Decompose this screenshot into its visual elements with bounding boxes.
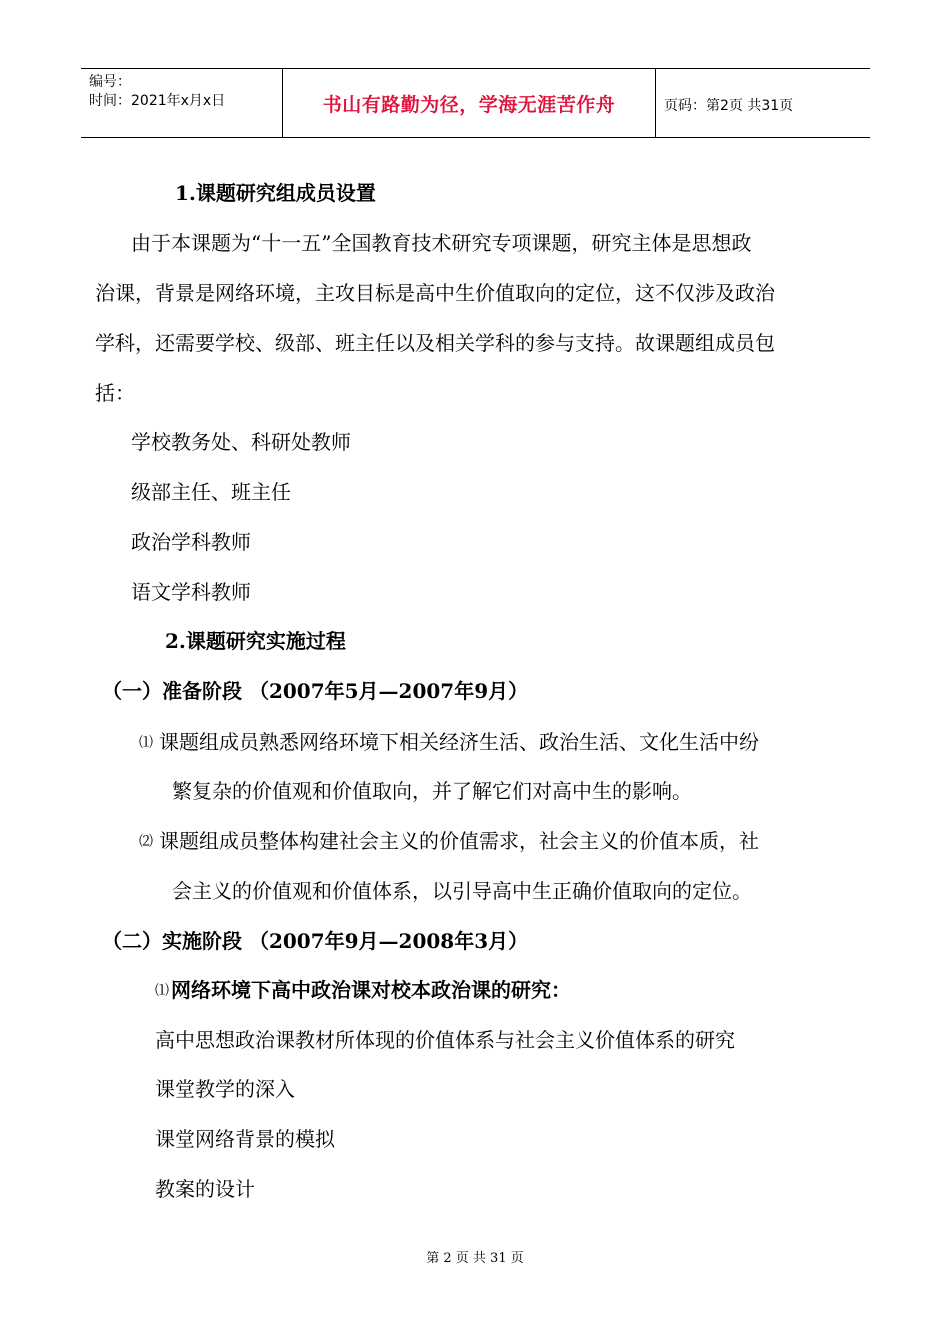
paragraph-line: 由于本课题为“十一五”全国教育技术研究专项课题，研究主体是思想政 [131, 231, 752, 255]
phase2-subheading [155, 978, 571, 1003]
member-item: 语文学科教师 [131, 580, 251, 604]
phase1-item-continuation: 繁复杂的价值观和价值取向，并了解它们对高中生的影响。 [172, 779, 692, 803]
page-info: 页码：第2页 共31页 [664, 98, 794, 114]
paragraph-line: 学科，还需要学校、级部、班主任以及相关学科的参与支持。故课题组成员包 [95, 331, 775, 355]
phase1-title: （一）准备阶段 （2007年5月—2007年9月） [102, 679, 529, 703]
phase1-item-continuation: 会主义的价值观和价值体系，以引导高中生正确价值取向的定位。 [172, 879, 752, 903]
item-marker: ⑵ [139, 834, 153, 850]
phase2-item: 课堂网络背景的模拟 [155, 1127, 335, 1151]
time-label: 时间：2021年x月x日 [89, 93, 226, 109]
item-text: 课题组成员熟悉网络环境下相关经济生活、政治生活、文化生活中纷 [159, 730, 759, 754]
phase2-title: （二）实施阶段 （2007年9月—2008年3月） [102, 929, 529, 953]
sub-marker: ⑴ [155, 983, 169, 999]
item-marker: ⑴ [139, 735, 153, 751]
phase1-item [139, 829, 759, 854]
number-label: 编号： [89, 74, 131, 90]
paragraph-line: 括： [95, 381, 135, 405]
section2-heading: 2.课题研究实施过程 [165, 629, 346, 653]
header-meta [89, 73, 225, 111]
member-item: 级部主任、班主任 [131, 480, 291, 504]
item-text: 课题组成员整体构建社会主义的价值需求，社会主义的价值本质，社 [159, 829, 759, 853]
member-item: 政治学科教师 [131, 530, 251, 554]
page-header [81, 68, 870, 138]
header-divider [655, 69, 656, 137]
phase2-item: 高中思想政治课教材所体现的价值体系与社会主义价值体系的研究 [155, 1028, 735, 1052]
phase1-item [139, 730, 759, 755]
phase2-item: 课堂教学的深入 [155, 1077, 295, 1101]
paragraph-line: 治课，背景是网络环境，主攻目标是高中生价值取向的定位，这不仅涉及政治 [95, 281, 775, 305]
page-footer: 第 2 页 共 31 页 [426, 1251, 524, 1266]
sub-heading-text: 网络环境下高中政治课对校本政治课的研究： [171, 978, 571, 1002]
phase2-item: 教案的设计 [155, 1177, 255, 1201]
member-item: 学校教务处、科研处教师 [131, 430, 351, 454]
header-motto: 书山有路勤为径，学海无涯苦作舟 [322, 93, 616, 116]
section1-heading: 1.课题研究组成员设置 [175, 181, 376, 205]
